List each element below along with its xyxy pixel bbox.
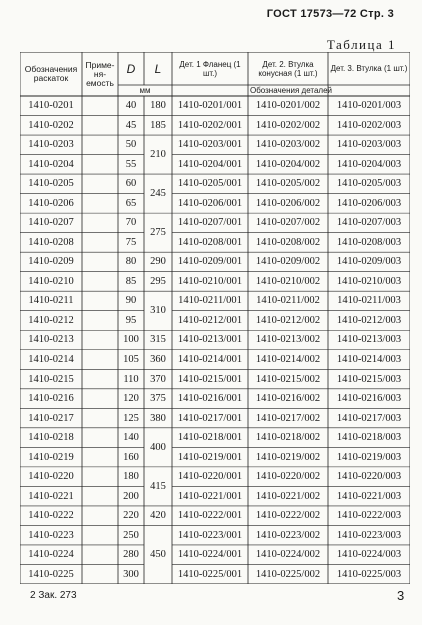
designation-cell: 1410-0206 <box>28 197 74 209</box>
det3-cell: 1410-0212/003 <box>336 314 402 326</box>
d-value-cell: 110 <box>123 373 139 385</box>
det1-cell: 1410-0203/001 <box>177 139 243 151</box>
det1-cell: 1410-0210/001 <box>177 275 243 287</box>
parts-label: Обозначения деталей <box>249 86 333 95</box>
header-det2: Дет. 2. Втулка конусная (1 шт.) <box>258 59 318 78</box>
det3-cell: 1410-0202/003 <box>336 119 402 131</box>
det1-cell: 1410-0224/001 <box>177 549 243 561</box>
page-header: ГОСТ 17573—72 Стр. 3 <box>266 8 394 20</box>
det1-cell: 1410-0220/001 <box>177 471 243 483</box>
l-value-cell: 295 <box>150 275 166 287</box>
det1-cell: 1410-0206/001 <box>177 197 243 209</box>
header-l: L <box>154 61 162 76</box>
det1-cell: 1410-0221/001 <box>177 490 243 502</box>
designation-cell: 1410-0214 <box>28 354 74 365</box>
designation-cell: 1410-0217 <box>28 412 74 424</box>
det2-cell: 1410-0213/002 <box>255 334 321 346</box>
det3-cell: 1410-0224/003 <box>336 549 402 561</box>
l-value-cell: 370 <box>150 373 166 385</box>
designation-cell: 1410-0225 <box>28 568 74 580</box>
det3-cell: 1410-0213/003 <box>336 334 402 346</box>
designation-cell: 1410-0212 <box>28 314 74 326</box>
det1-cell: 1410-0214/001 <box>177 354 243 365</box>
det2-cell: 1410-0201/002 <box>255 100 321 112</box>
det3-cell: 1410-0203/003 <box>336 139 402 151</box>
det1-cell: 1410-0216/001 <box>177 393 243 405</box>
d-value-cell: 40 <box>125 100 137 112</box>
designation-cell: 1410-0218 <box>28 432 74 444</box>
det2-cell: 1410-0225/002 <box>255 568 321 580</box>
l-value-cell: 180 <box>150 100 166 112</box>
det1-cell: 1410-0202/001 <box>177 119 243 131</box>
designation-cell: 1410-0210 <box>28 275 74 287</box>
det1-cell: 1410-0201/001 <box>177 100 243 112</box>
d-value-cell: 85 <box>125 275 137 287</box>
det3-cell: 1410-0204/003 <box>336 158 402 170</box>
l-value-cell: 185 <box>150 119 166 131</box>
det2-cell: 1410-0219/002 <box>255 451 321 463</box>
det1-cell: 1410-0205/001 <box>177 178 243 190</box>
det2-cell: 1410-0210/002 <box>255 275 321 287</box>
designation-cell: 1410-0215 <box>28 373 74 385</box>
det1-cell: 1410-0212/001 <box>177 314 243 326</box>
d-value-cell: 280 <box>123 549 139 561</box>
det3-cell: 1410-0207/003 <box>336 217 402 229</box>
det2-cell: 1410-0214/002 <box>255 354 321 365</box>
d-value-cell: 50 <box>125 139 137 151</box>
l-value-cell: 245 <box>150 188 166 200</box>
det1-cell: 1410-0209/001 <box>177 256 243 268</box>
det2-cell: 1410-0218/002 <box>255 432 321 444</box>
det3-cell: 1410-0216/003 <box>336 393 402 405</box>
d-value-cell: 75 <box>125 236 137 248</box>
det1-cell: 1410-0223/001 <box>177 529 243 541</box>
designation-cell: 1410-0205 <box>28 178 74 190</box>
det2-cell: 1410-0223/002 <box>255 529 321 541</box>
det3-cell: 1410-0209/003 <box>336 256 402 268</box>
d-value-cell: 80 <box>125 256 137 268</box>
d-value-cell: 200 <box>123 490 139 502</box>
designation-cell: 1410-0213 <box>28 334 74 346</box>
det1-cell: 1410-0207/001 <box>177 217 243 229</box>
designation-cell: 1410-0224 <box>28 549 74 561</box>
det2-cell: 1410-0208/002 <box>255 236 321 248</box>
parts-table <box>20 52 410 584</box>
det2-cell: 1410-0221/002 <box>255 490 321 502</box>
det1-cell: 1410-0215/001 <box>177 373 243 385</box>
designation-cell: 1410-0220 <box>28 471 74 483</box>
det1-cell: 1410-0204/001 <box>177 158 243 170</box>
table-caption: Таблица 1 <box>326 37 396 52</box>
det1-cell: 1410-0211/001 <box>178 295 242 307</box>
designation-cell: 1410-0201 <box>28 100 74 112</box>
d-value-cell: 180 <box>123 471 139 483</box>
det2-cell: 1410-0220/002 <box>255 471 321 483</box>
d-value-cell: 220 <box>123 510 139 522</box>
d-value-cell: 70 <box>125 217 137 229</box>
d-value-cell: 55 <box>125 158 137 170</box>
det3-cell: 1410-0208/003 <box>336 236 402 248</box>
det3-cell: 1410-0210/003 <box>336 275 402 287</box>
d-value-cell: 125 <box>123 412 139 424</box>
det2-cell: 1410-0222/002 <box>255 510 321 522</box>
designation-cell: 1410-0202 <box>28 119 74 131</box>
header-designation: Обозначения раскаток <box>24 64 78 83</box>
det3-cell: 1410-0217/003 <box>336 412 402 424</box>
designation-cell: 1410-0204 <box>28 158 74 170</box>
l-value-cell: 210 <box>150 149 166 161</box>
det2-cell: 1410-0212/002 <box>255 314 321 326</box>
d-value-cell: 250 <box>123 529 139 541</box>
d-value-cell: 300 <box>123 568 139 580</box>
det3-cell: 1410-0222/003 <box>336 510 402 522</box>
det2-cell: 1410-0206/002 <box>255 197 321 209</box>
footer-left: 2 Зак. 273 <box>30 590 77 601</box>
l-value-cell: 315 <box>150 334 166 346</box>
det1-cell: 1410-0225/001 <box>177 568 243 580</box>
det1-cell: 1410-0222/001 <box>177 510 243 522</box>
det2-cell: 1410-0205/002 <box>255 178 321 190</box>
det2-cell: 1410-0204/002 <box>255 158 321 170</box>
d-value-cell: 105 <box>123 354 139 365</box>
det3-cell: 1410-0219/003 <box>336 451 402 463</box>
l-value-cell: 375 <box>150 393 166 405</box>
d-value-cell: 60 <box>125 178 137 190</box>
det2-cell: 1410-0215/002 <box>255 373 321 385</box>
d-value-cell: 90 <box>125 295 137 307</box>
det2-cell: 1410-0211/002 <box>256 295 320 307</box>
l-value-cell: 290 <box>150 256 166 268</box>
det2-cell: 1410-0217/002 <box>255 412 321 424</box>
det1-cell: 1410-0218/001 <box>177 432 243 444</box>
det1-cell: 1410-0217/001 <box>177 412 243 424</box>
d-value-cell: 65 <box>125 197 137 209</box>
designation-cell: 1410-0223 <box>28 529 74 541</box>
designation-cell: 1410-0222 <box>28 510 74 522</box>
designation-cell: 1410-0216 <box>28 393 74 405</box>
designation-cell: 1410-0203 <box>28 139 74 151</box>
d-value-cell: 160 <box>123 451 139 463</box>
designation-cell: 1410-0219 <box>28 451 74 463</box>
header-det1: Дет. 1 Фланец (1 шт.) <box>179 59 241 78</box>
det2-cell: 1410-0202/002 <box>255 119 321 131</box>
det2-cell: 1410-0209/002 <box>255 256 321 268</box>
det3-cell: 1410-0225/003 <box>336 568 402 580</box>
header-applicability: Приме-ня-емость <box>85 59 115 88</box>
header-det3: Дет. 3. Втулка (1 шт.) <box>330 64 408 73</box>
det3-cell: 1410-0215/003 <box>336 373 402 385</box>
l-value-cell: 275 <box>150 227 166 239</box>
det3-cell: 1410-0206/003 <box>336 197 402 209</box>
d-value-cell: 100 <box>123 334 139 346</box>
d-value-cell: 95 <box>125 314 137 326</box>
det1-cell: 1410-0208/001 <box>177 236 243 248</box>
designation-cell: 1410-0207 <box>28 217 74 229</box>
d-value-cell: 120 <box>123 393 139 405</box>
det3-cell: 1410-0223/003 <box>336 529 402 541</box>
designation-cell: 1410-0208 <box>28 236 74 248</box>
det3-cell: 1410-0205/003 <box>336 178 402 190</box>
det3-cell: 1410-0201/003 <box>336 100 402 112</box>
l-value-cell: 310 <box>150 305 166 317</box>
footer-page-number: 3 <box>397 588 405 603</box>
l-value-cell: 400 <box>150 441 166 453</box>
det2-cell: 1410-0216/002 <box>255 393 321 405</box>
det3-cell: 1410-0220/003 <box>336 471 402 483</box>
det1-cell: 1410-0213/001 <box>177 334 243 346</box>
det1-cell: 1410-0219/001 <box>177 451 243 463</box>
unit-mm: мм <box>139 86 151 95</box>
l-value-cell: 415 <box>150 480 166 492</box>
header-d: D <box>126 61 136 76</box>
l-value-cell: 360 <box>150 354 166 365</box>
det3-cell: 1410-0218/003 <box>336 432 402 444</box>
det2-cell: 1410-0224/002 <box>255 549 321 561</box>
d-value-cell: 140 <box>123 432 139 444</box>
l-value-cell: 420 <box>150 510 166 522</box>
det3-cell: 1410-0211/003 <box>337 295 401 307</box>
det2-cell: 1410-0207/002 <box>255 217 321 229</box>
designation-cell: 1410-0221 <box>28 490 74 502</box>
det3-cell: 1410-0214/003 <box>336 354 402 365</box>
det3-cell: 1410-0221/003 <box>336 490 402 502</box>
d-value-cell: 45 <box>125 119 137 131</box>
l-value-cell: 450 <box>150 549 166 561</box>
l-value-cell: 380 <box>150 412 166 424</box>
designation-cell: 1410-0209 <box>28 256 74 268</box>
det2-cell: 1410-0203/002 <box>255 139 321 151</box>
designation-cell: 1410-0211 <box>28 295 74 307</box>
